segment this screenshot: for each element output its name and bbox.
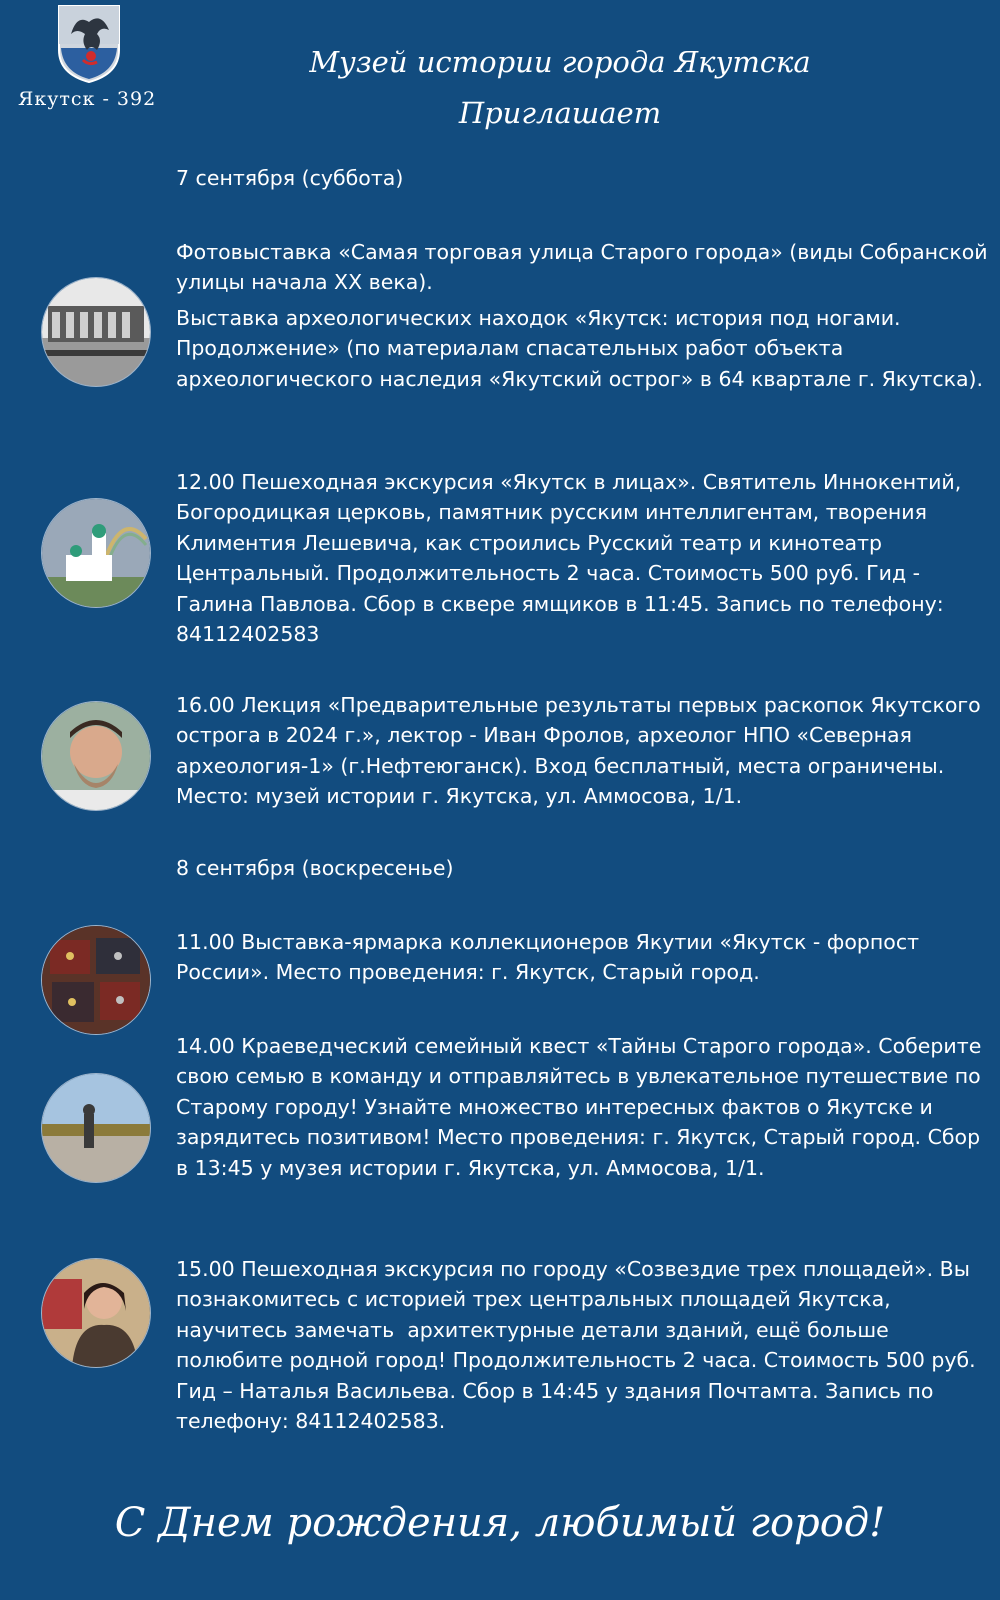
collectors-fair-photo-icon: [41, 925, 151, 1035]
day-heading-sunday: 8 сентября (воскресенье): [176, 856, 454, 880]
event-walking-tour-faces-text: 12.00 Пешеходная экскурсия «Якутск в лицах». Святитель Иннокентий, Богородицкая церковь, памятник русским интеллигентам, творения Климентия Лешевича, как строились Русский театр и кинотеатр Центральный. Продолжительность 2 часа. Стоимость 500 руб. Гид - Галина Павлова. Сбор в сквере ямщиков в 11:45. Запись по телефону: 84112402583: [176, 470, 968, 647]
old-street-photo-icon: [41, 277, 151, 387]
church-rainbow-photo-icon: [41, 498, 151, 608]
museum-title: Музей истории города Якутска: [309, 45, 811, 79]
event-photo-exhibition-text: Фотовыставка «Самая торговая улица Старого города» (виды Собранской улицы начала XX века).: [176, 240, 995, 295]
event-three-squares-tour-text: 15.00 Пешеходная экскурсия по городу «Созвездие трех площадей». Вы познакомитесь с историей трех центральных площадей Якутска, научитесь замечать архитектурные детали зданий, ещё больше полюбите родной город! Продолжительность 2 часа. Стоимость 500 руб. Гид – Наталья Васильева. Сбор в 14:45 у здания Почтамта. Запись по телефону: 84112402583.: [176, 1257, 983, 1434]
tour-guide-photo-icon: [41, 1258, 151, 1368]
event-lecture-text: 16.00 Лекция «Предварительные результаты первых раскопок Якутского острога в 2024 г.», лектор - Иван Фролов, археолог НПО «Северная археология-1» (г.Нефтеюганск). Вход бесплатный, места ограничены. Место: музей истории г. Якутска, ул. Аммосова, 1/1.: [176, 693, 988, 809]
city-anniversary-label: Якутск - 392: [18, 88, 157, 110]
page-header: [280, 38, 840, 140]
invitation-subtitle: Приглашает: [458, 96, 662, 130]
city-coat-of-arms-icon: [57, 4, 121, 84]
event-family-quest-text: 14.00 Краеведческий семейный квест «Тайны Старого города». Соберите свою семью в команду и отправляйтесь в увлекательное путешествие по Старому городу! Узнайте множество интересных фактов о Якутске и зарядитесь позитивом! Место проведения: г. Якутск, Старый город. Сбор в 13:45 у музея истории г. Якутска, ул. Аммосова, 1/1.: [176, 1034, 988, 1180]
lecturer-portrait-photo-icon: [41, 701, 151, 811]
old-town-square-photo-icon: [41, 1073, 151, 1183]
birthday-greeting: С Днем рождения, любимый город!: [114, 1500, 886, 1546]
event-collectors-fair-text: 11.00 Выставка-ярмарка коллекционеров Якутии «Якутск - форпост России». Место проведения: г. Якутск, Старый город.: [176, 930, 926, 985]
event-archaeology-exhibition-text: Выставка археологических находок «Якутск: история под ногами. Продолжение» (по материалам спасательных работ объекта археологического наследия «Якутский острог» в 64 квартале г. Якутска).: [176, 306, 984, 391]
day-heading-saturday: 7 сентября (суббота): [176, 166, 404, 190]
